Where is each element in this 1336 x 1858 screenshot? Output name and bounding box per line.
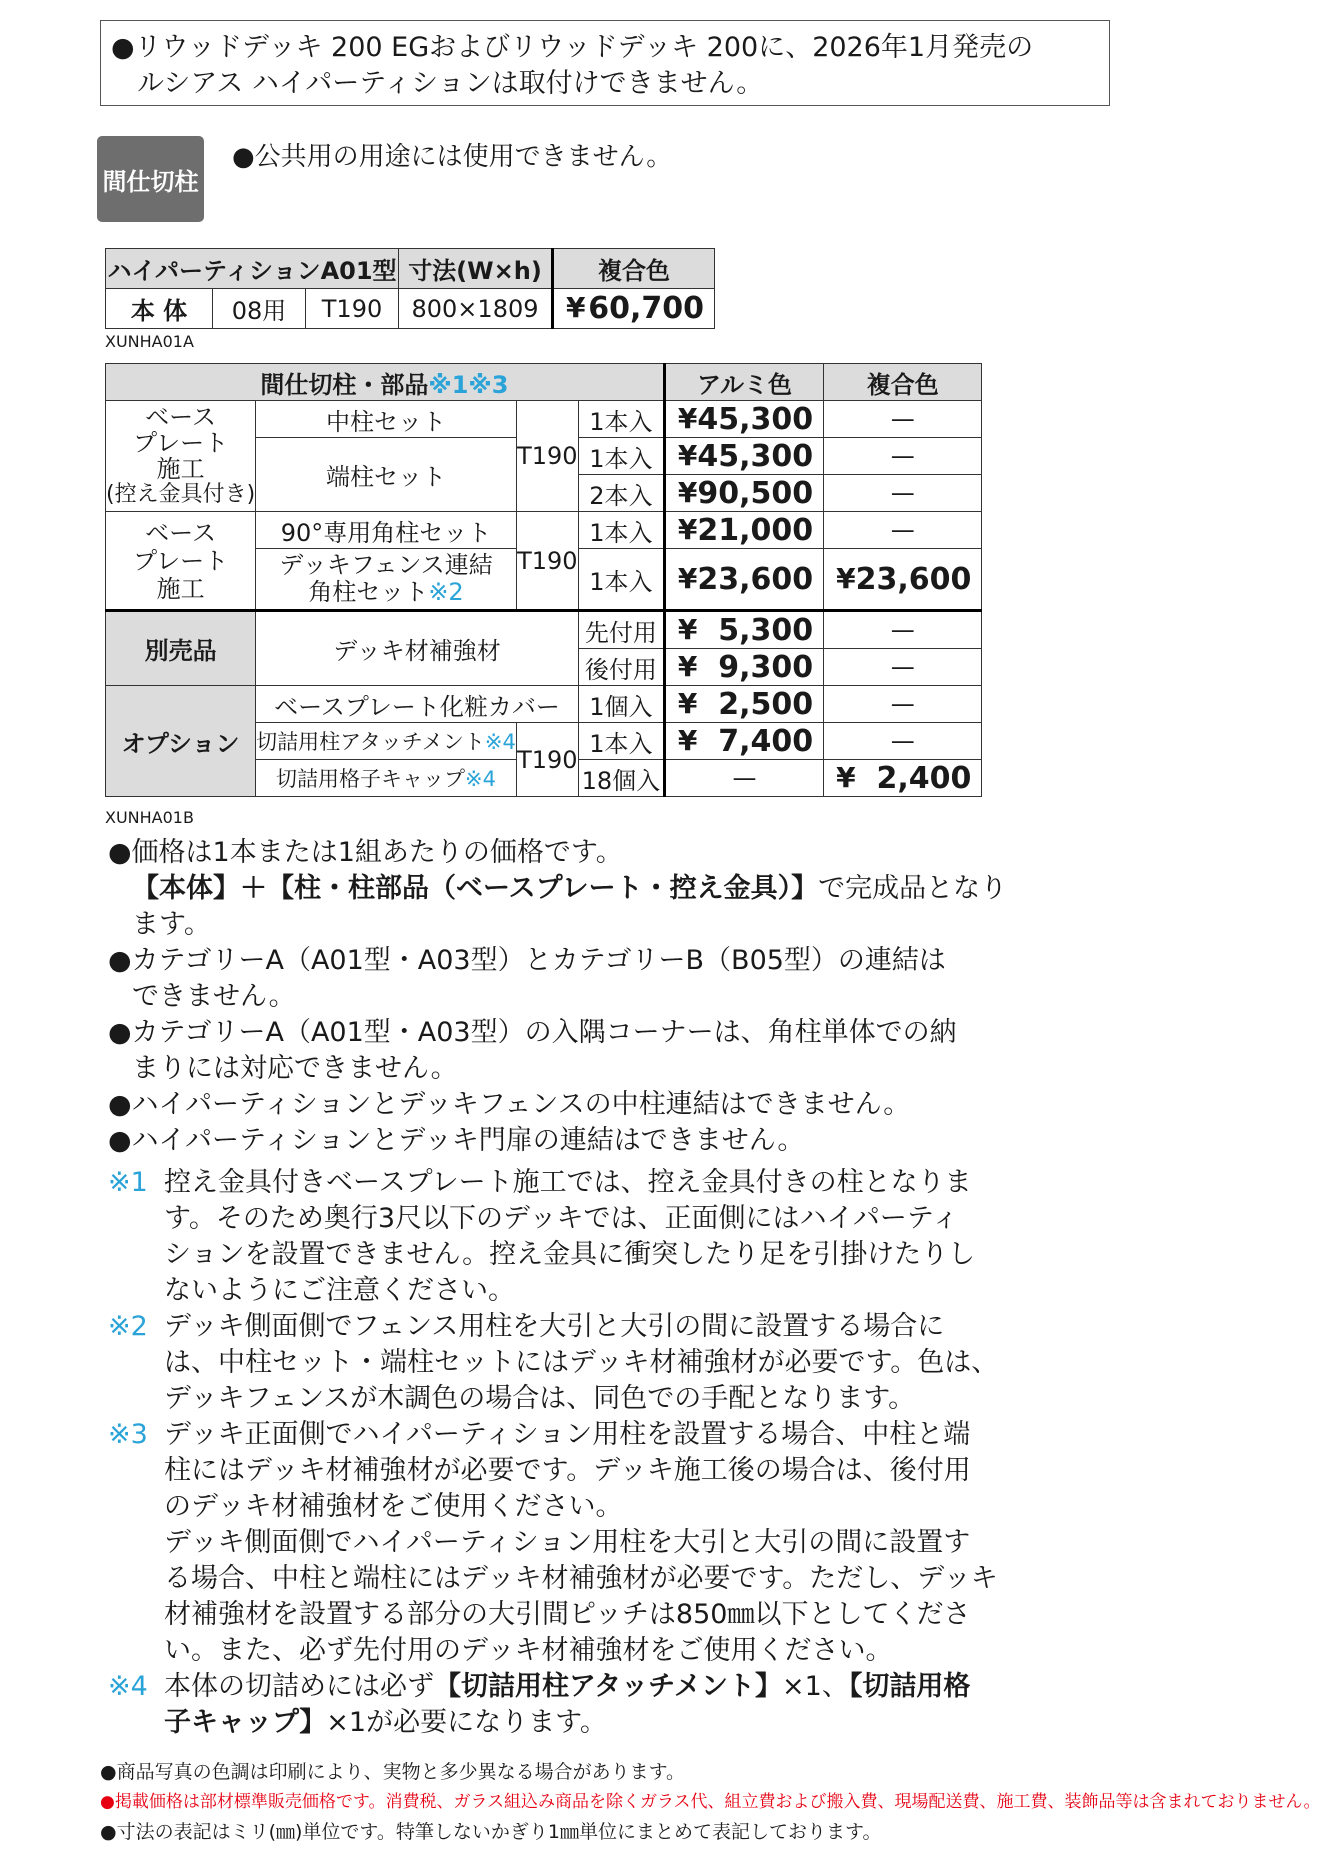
price-fukugo-dash: —: [824, 512, 982, 549]
price-alumi: [664, 686, 823, 723]
footnote-bold: 【切詰用柱アタッチメント】: [434, 1671, 783, 1702]
table1-cell-dimension: 800×1809: [399, 289, 553, 329]
notes-section: [108, 835, 1028, 1741]
price-value: 60,700: [588, 291, 704, 326]
item-deck-fence-link: [256, 549, 517, 611]
table2-header-parts: [106, 364, 665, 401]
product-code-b: XUNHA01B: [105, 808, 194, 827]
footnote-text: ×1、: [782, 1671, 849, 1702]
group2-line: ベース: [145, 518, 216, 547]
table1-cell-size-code: 08用: [213, 289, 306, 329]
qty: 1本入: [578, 549, 664, 611]
price-value: 45,300: [697, 438, 814, 474]
yen-sign: ¥: [677, 649, 698, 683]
price-value: 7,400: [718, 723, 814, 759]
footnote-mark: ※3: [108, 1419, 148, 1450]
footnote-4: [108, 1669, 1028, 1705]
group-baseplate-brace: [106, 401, 256, 512]
footnote-line: デッキ側面側でハイパーティション用柱を大引と大引の間に設置す: [164, 1527, 971, 1558]
note-line: ●カテゴリーA（A01型・A03型）とカテゴリーB（B05型）の連結は: [108, 945, 946, 976]
group1-line: 施工: [156, 455, 205, 483]
footnote-1: [108, 1165, 1028, 1201]
yen-sign: ¥: [677, 612, 698, 646]
price-alumi: [664, 438, 823, 475]
price-value: 9,300: [718, 649, 814, 685]
item-cover: ベースプレート化粧カバー: [256, 686, 579, 723]
footnote-line: ションを設置できません。控え金具に衝突したり足を引掛けたりし: [164, 1239, 976, 1270]
footnote-line: 柱にはデッキ材補強材が必要です。デッキ施工後の場合は、後付用: [164, 1455, 971, 1486]
note-line: ●ハイパーティションとデッキフェンスの中柱連結はできません。: [108, 1089, 911, 1120]
footnote-mark: ※1: [108, 1167, 148, 1198]
table1-header-size: 寸法(W×h): [399, 249, 553, 289]
price-value: 23,600: [855, 561, 972, 597]
footnote-mark: ※2: [108, 1311, 148, 1342]
footnote-line: す。そのため奥行3尺以下のデッキでは、正面側にはハイパーティ: [164, 1203, 959, 1234]
note-line: ●カテゴリーA（A01型・A03型）の入隅コーナーは、角柱単体での納: [108, 1017, 957, 1048]
item-cap: [256, 760, 517, 797]
item-hashibashira: 端柱セット: [256, 438, 517, 512]
note-line: できません。: [132, 981, 296, 1012]
footnote-line: ないようにご注意ください。: [164, 1275, 515, 1306]
group1-line: (控え金具付き): [106, 482, 256, 507]
footer-line: ●商品写真の色調は印刷により、実物と多少異なる場合があります。: [100, 1761, 686, 1783]
spec-t190: T190: [516, 401, 578, 512]
yen-sign: ¥: [836, 561, 856, 595]
mark-4: ※4: [484, 730, 516, 754]
mark-4: ※4: [465, 767, 496, 791]
qty: 2本入: [578, 475, 664, 512]
qty: 18個入: [578, 760, 664, 797]
footnote-line: [108, 1705, 1028, 1741]
price-fukugo-dash: —: [824, 438, 982, 475]
group2-line: プレート: [133, 546, 229, 575]
mark-2: ※2: [428, 578, 464, 606]
footnote-line: デッキフェンスが木調色の場合は、同色での手配となります。: [164, 1383, 916, 1414]
price-value: 45,300: [697, 401, 814, 437]
price-fukugo: [824, 549, 982, 611]
note-line: ●価格は1本または1組あたりの価格です。: [108, 837, 623, 868]
price-alumi: [664, 401, 823, 438]
footnote-2: [108, 1309, 1028, 1345]
price-value: 21,000: [697, 512, 814, 548]
note-bold: 【本体】＋【柱・柱部品（ベースプレート・控え金具）】: [132, 873, 819, 904]
yen-sign: ¥: [836, 760, 856, 794]
yen-sign: ¥: [677, 512, 698, 546]
price-fukugo-dash: —: [824, 686, 982, 723]
yen-sign: ¥: [677, 438, 698, 472]
footnote-line: 材補強材を設置する部分の大引間ピッチは850㎜以下としてくださ: [164, 1599, 971, 1630]
price-fukugo-dash: —: [824, 611, 982, 649]
note-line: [108, 871, 1028, 907]
qty: 1個入: [578, 686, 664, 723]
item-label: 切詰用格子キャップ: [276, 767, 466, 791]
spec-t190: T190: [516, 512, 578, 611]
item-label: 切詰用柱アタッチメント: [256, 730, 485, 754]
group-separate-sale: 別売品: [106, 611, 256, 686]
note-line: まりには対応できません。: [132, 1053, 458, 1084]
footnote-line: い。また、必ず先付用のデッキ材補強材をご使用ください。: [164, 1635, 893, 1666]
qty: 後付用: [578, 649, 664, 686]
footnote-text: 本体の切詰めには必ず: [164, 1671, 434, 1702]
price-fukugo-dash: —: [824, 723, 982, 760]
footer-price-warning: ●掲載価格は部材標準販売価格です。消費税、ガラス組込み商品を除くガラス代、組立費および搬入費、現場配送費、施工費、装飾品等は含まれておりません。: [100, 1792, 1321, 1812]
price-alumi: [664, 475, 823, 512]
footnote-mark: ※4: [108, 1671, 148, 1702]
group2-line: 施工: [156, 574, 205, 603]
table1-header-color: 複合色: [553, 249, 715, 289]
price-fukugo-dash: —: [824, 475, 982, 512]
item-deck-reinforcement: デッキ材補強材: [256, 611, 579, 686]
category-tag: 間仕切柱: [97, 136, 204, 222]
note-line: ●ハイパーティションとデッキ門扉の連結はできません。: [108, 1125, 805, 1156]
yen-sign: ¥: [677, 723, 698, 757]
table2-header-alumi: アルミ色: [664, 364, 823, 401]
price-value: 5,300: [718, 612, 814, 648]
footnote-text: デッキ正面側でハイパーティション用柱を設置する場合、中柱と端: [164, 1419, 971, 1450]
notice-line-2: ルシアス ハイパーティションは取付けできません。: [137, 68, 764, 99]
group-baseplate: [106, 512, 256, 611]
item-90-corner: 90°専用角柱セット: [256, 512, 517, 549]
footnote-text: デッキ側面側でフェンス用柱を大引と大引の間に設置する場合に: [164, 1311, 945, 1342]
table2-header-fukugo: 複合色: [824, 364, 982, 401]
item-line: デッキフェンス連結: [279, 551, 493, 579]
public-use-note: ●公共用の用途には使用できません。: [232, 142, 673, 172]
table1-cell-body: 本 体: [106, 289, 213, 329]
footnote-text: 控え金具付きベースプレート施工では、控え金具付きの柱となりま: [164, 1167, 972, 1198]
price-alumi-dash: —: [664, 760, 823, 797]
table1-cell-price: [553, 289, 715, 329]
price-alumi: [664, 549, 823, 611]
footnote-line: る場合、中柱と端柱にはデッキ材補強材が必要です。ただし、デッキ: [164, 1563, 998, 1594]
header-parts-label: 間仕切柱・部品: [260, 370, 429, 399]
yen-sign: ¥: [677, 561, 698, 595]
price-fukugo-dash: —: [824, 401, 982, 438]
price-fukugo-dash: —: [824, 649, 982, 686]
footer-disclaimers: [100, 1757, 1320, 1847]
parts-price-table: [105, 363, 982, 797]
item-line: 角柱セット: [308, 578, 429, 606]
yen-sign: ¥: [677, 401, 698, 435]
qty: 1本入: [578, 723, 664, 760]
group1-line: プレート: [133, 429, 229, 457]
product-code-a: XUNHA01A: [105, 332, 194, 351]
group-option: オプション: [106, 686, 256, 797]
item-attachment: [256, 723, 517, 760]
item-nakabashira: 中柱セット: [256, 401, 517, 438]
price-fukugo: [824, 760, 982, 797]
footnote-bold: 【切詰用格: [848, 1671, 971, 1702]
price-value: 90,500: [697, 475, 814, 511]
qty: 先付用: [578, 611, 664, 649]
price-alumi: [664, 512, 823, 549]
group1-line: ベース: [145, 403, 216, 431]
spec-t190: T190: [516, 723, 578, 797]
footnote-bold: 子キャップ】: [164, 1707, 327, 1738]
footer-line: ●寸法の表記はミリ(㎜)単位です。特筆しないかぎり1㎜単位にまとめて表記しております。: [100, 1821, 882, 1843]
footnote-line: のデッキ材補強材をご使用ください。: [164, 1491, 623, 1522]
notice-box: [100, 20, 1110, 106]
notice-line-1: ●リウッドデッキ 200 EGおよびリウッドデッキ 200に、2026年1月発売の: [111, 32, 1034, 63]
note-text: で完成品となり: [818, 873, 1008, 904]
price-alumi: [664, 723, 823, 760]
yen-sign: ¥: [566, 291, 586, 324]
price-value: 2,500: [718, 686, 814, 722]
price-alumi: [664, 649, 823, 686]
price-value: 2,400: [876, 760, 972, 796]
table1-cell-height-code: T190: [306, 289, 399, 329]
price-alumi: [664, 611, 823, 649]
footnote-line: は、中柱セット・端柱セットにはデッキ材補強材が必要です。色は、: [164, 1347, 999, 1378]
main-body-price-table: [105, 248, 715, 329]
footnote-3: [108, 1417, 1028, 1453]
price-value: 23,600: [697, 561, 814, 597]
note-line: ます。: [132, 909, 211, 940]
qty: 1本入: [578, 401, 664, 438]
qty: 1本入: [578, 438, 664, 475]
header-marks: ※1※3: [428, 370, 509, 399]
yen-sign: ¥: [677, 686, 698, 720]
qty: 1本入: [578, 512, 664, 549]
yen-sign: ¥: [677, 475, 698, 509]
table1-header-model: ハイパーティションA01型: [106, 249, 399, 289]
footnote-text: ×1が必要になります。: [326, 1707, 607, 1738]
